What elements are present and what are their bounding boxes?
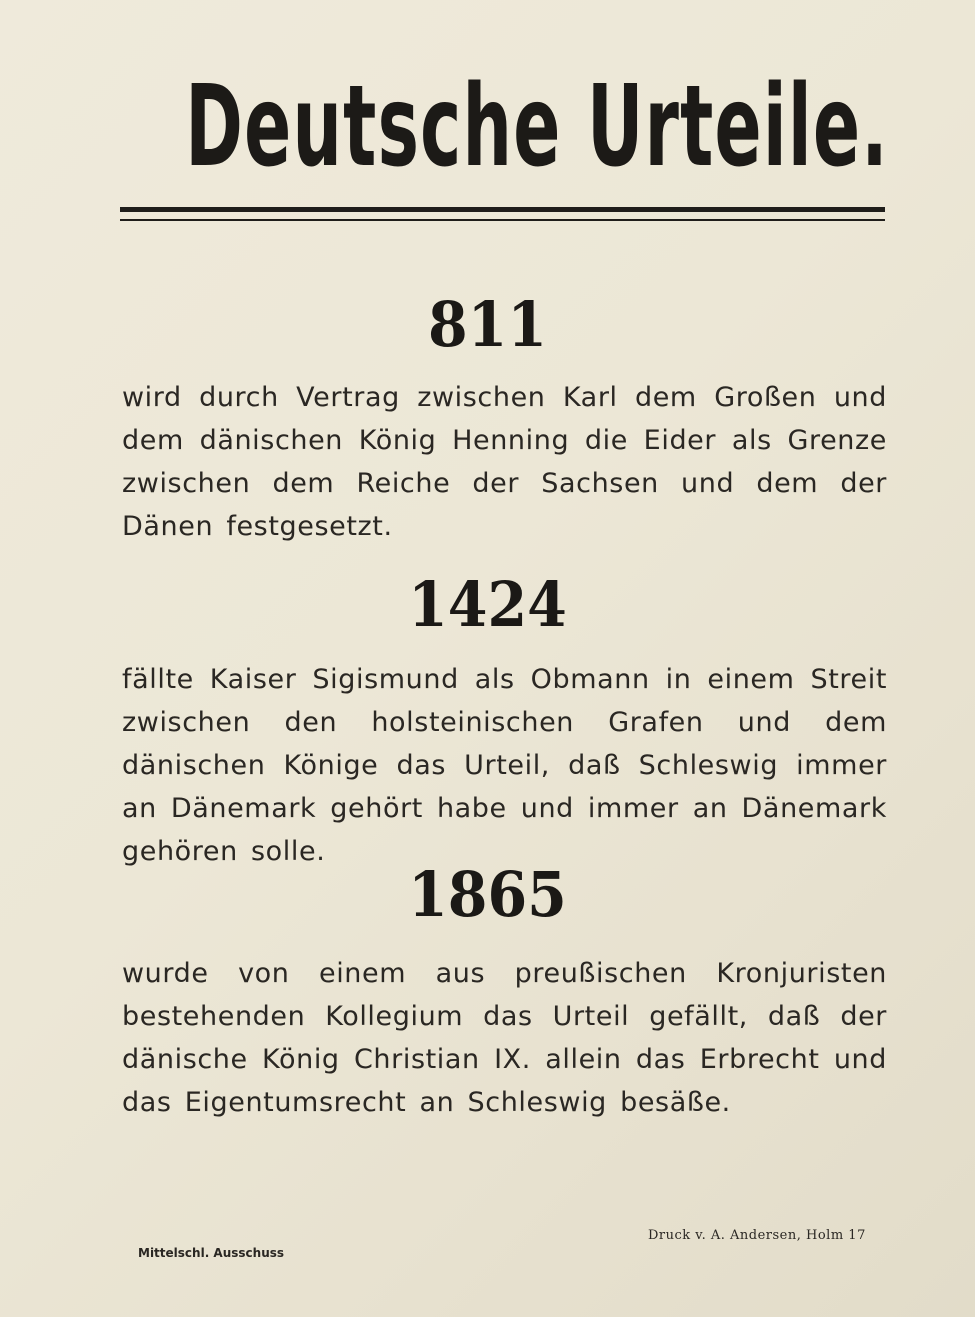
title-rule-thick (120, 207, 885, 212)
poster-title: Deutsche Urteile. (185, 62, 889, 192)
section-year-811: 811 (427, 288, 548, 361)
section-text-1865: wurde von einem aus preußischen Kronjuristen bestehenden Kollegium das Urteil gefällt, daß der dänische König Christian IX. allein das Erbrecht und das Eigentumsrecht an Schleswig besäße. (122, 958, 887, 1118)
title-rule-thin (120, 219, 885, 221)
footer-committee: Mittelschl. Ausschuss (138, 1246, 285, 1260)
section-text-1424: fällte Kaiser Sigismund als Obmann in einem Streit zwischen den holsteinischen Grafen und dem dänischen Könige das Urteil, daß Schleswig immer an Dänemark gehört habe und immer an Dänemark gehören solle. (122, 664, 887, 867)
section-year-1424: 1424 (408, 568, 567, 641)
section-year-1865: 1865 (408, 858, 567, 931)
footer-printer: Druck v. A. Andersen, Holm 17 (648, 1228, 866, 1243)
section-text-811: wird durch Vertrag zwischen Karl dem Großen und dem dänischen König Henning die Eider als Grenze zwischen dem Reiche der Sachsen und dem der Dänen festgesetzt. (122, 382, 887, 542)
